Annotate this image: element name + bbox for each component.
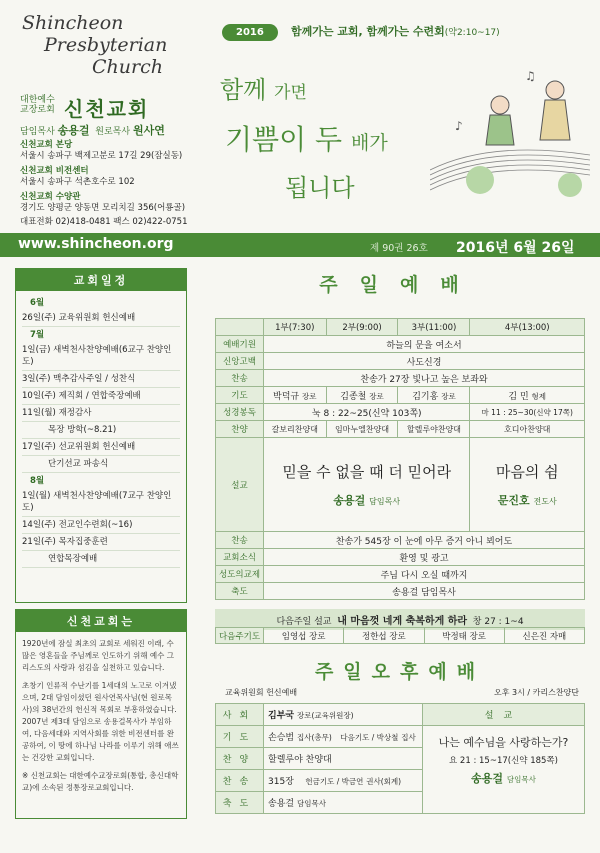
phone: 대표전화 02)418-0481 팩스 02)422-0751 [20, 217, 188, 227]
schedule-title: 교회일정 [16, 269, 186, 291]
intro-title: 신천교회는 [16, 610, 186, 632]
pastors: 담임목사 송용걸 원로목사 원사연 [20, 124, 165, 137]
worship-order-table: 1부(7:30) 2부(9:00) 3부(11:00) 4부(13:00) 예배기원 하늘의 문을 여소서 신앙고백 사도신경 찬송 찬송가 27장 빛나고 높은 보좌와 기도 박덕규 장로 김종철 장로 김기홍 장로 김 민 형제 성경봉독 눅 8 : 22~25(신약 103쪽) 마 11 : 25~30(신약 17쪽) 찬양 갈보리찬양대 임마누엘찬양대 할렐루야찬양대 호디아찬양대 설교 믿을 수 없을 때 더 믿어라 송용걸 담임목사 마음의 쉼 문진호 전도사 찬송 찬송가 545장 이 눈에 아무 증거 아니 뵈어도 교회소식 환영 및 광고 성도의교제 주님 다시 오실 때까지 축도 송용걸 담임목사 [215, 318, 585, 600]
church-intro [15, 609, 187, 819]
slogan-line-3: 됩니다 [285, 174, 355, 202]
intro-paragraph: 1920년에 잠실 최초의 교회로 세워진 이래, 수많은 영혼들을 주님께로 인도하기 위해 예수 그리스도의 사랑과 섬김을 실천하고 있습니다. [22, 639, 174, 672]
service-1: 1부(7:30) [264, 319, 327, 336]
slogan-line-1: 함께 가면 [220, 76, 307, 104]
intro-note: ※ 신천교회는 대한예수교장로회(통합, 총신대학교)에 소속된 정통장로교회입니다. [22, 771, 179, 792]
theme-text: 함께가는 교회, 함께가는 수련회(약2:10~17) [290, 25, 500, 38]
schedule-item: 26일(주) 교육위원회 헌신예배 [22, 310, 180, 327]
svg-text:♪: ♪ [455, 119, 463, 133]
prayer-4: 김 민 형제 [470, 387, 585, 404]
church-logo: Shincheon Presbyterian Church [22, 12, 168, 78]
schedule-item: 17일(주) 선교위원회 헌신예배 [22, 439, 180, 456]
afternoon-sermon: 나는 예수님을 사랑하는가? 요 21 : 15~17(신약 185쪽) 송용걸 담임목사 [423, 726, 585, 814]
schedule-item: 1일(월) 새벽천사찬양예배(7교구 찬양인도) [22, 488, 180, 517]
service-4: 4부(13:00) [470, 319, 585, 336]
next-week-sermon: 다음주일 설교 내 마음껏 네게 축복하게 하라 창 27 : 1~4 [215, 609, 585, 630]
bulletin-date: 2016년 6월 26일 [456, 240, 575, 256]
prayer-3: 김기홍 장로 [398, 387, 470, 404]
church-name: 신천교회 [64, 97, 150, 121]
month-heading: 7월 [30, 330, 45, 340]
intro-paragraph: 초창기 인류적 수난기를 1세대의 노고로 이겨냈으며, 2대 담임이셨던 원사연목사님(현 원로목사)의 38년간의 헌신적 목회로 부흥하였습니다. 2007년 제3대 담임으로 송용걸목사가 부임하여, 다음세대와 지역사회를 위한 비전센터를 완공하여, 이 땅에 하나님 나라를 이루기 위해 애쓰는 건강한 교회입니다. [22, 681, 179, 762]
month-heading: 8월 [30, 476, 45, 486]
schedule-item: 3일(주) 맥추감사주일 / 성찬식 [22, 371, 180, 388]
service-2: 2부(9:00) [326, 319, 398, 336]
prayer-1: 박덕규 장로 [264, 387, 327, 404]
sermon-main: 믿을 수 없을 때 더 믿어라 송용걸 담임목사 [264, 438, 470, 532]
schedule-item: 10일(주) 제직회 / 연합죽장예배 [22, 388, 180, 405]
music-illustration [430, 60, 590, 220]
prayer-2: 김종철 장로 [326, 387, 398, 404]
next-week-prayer-table: 다음주기도 임영섭 장로 정한섭 장로 박정태 장로 신은진 자매 [215, 627, 585, 644]
website-link[interactable]: www.shincheon.org [18, 236, 174, 252]
theme-year: 2016 [222, 24, 278, 41]
theme [222, 20, 582, 40]
schedule-item: 14일(주) 전교인수련회(~16) [22, 517, 180, 534]
denomination: 대한예수교장로회 [20, 95, 55, 115]
afternoon-title: 주일오후예배 [314, 661, 486, 683]
schedule-item: 11일(월) 재정감사 [22, 405, 180, 422]
sermon-4: 마음의 쉼 문진호 전도사 [470, 438, 585, 532]
svg-text:♫: ♫ [525, 69, 536, 83]
schedule-item: 연합목장예배 [22, 551, 180, 568]
schedule-item: 1일(금) 새벽천사찬양예배(6교구 찬양인도) [22, 342, 180, 371]
schedule-item: 목장 방학(~8.21) [22, 422, 180, 439]
issue-number: 제 90권 26호 [370, 243, 428, 254]
worship-title: 주일예배 [319, 274, 481, 296]
church-schedule [15, 268, 187, 603]
slogan-line-2: 기쁨이 두 배가 [225, 123, 388, 156]
schedule-item: 21일(주) 목자집중훈련 [22, 534, 180, 551]
service-3: 3부(11:00) [398, 319, 470, 336]
afternoon-order-table: 사회 김부국 장로(교육위원장) 설교 기도 손승범 집사(총무) 다음기도 / 박상철 집사 나는 예수님을 사랑하는가? 요 21 : 15~17(신약 185쪽) 송용걸 담임목사 찬양 할렐루야 찬양대 찬송 315장 헌금기도 / 박금연 권사(회계) 축도 송용걸 담임목사 [215, 703, 585, 814]
month-heading: 6월 [30, 298, 45, 308]
addresses: 신천교회 본당 서울시 송파구 백제고분로 17길 29(잠실동) 신천교회 비전센터 서울시 송파구 석촌호수로 102 신천교회 수양관 경기도 양평군 양동면 모리치길 356(어룡골) [20, 140, 186, 213]
schedule-item: 단기선교 파송식 [22, 456, 180, 473]
